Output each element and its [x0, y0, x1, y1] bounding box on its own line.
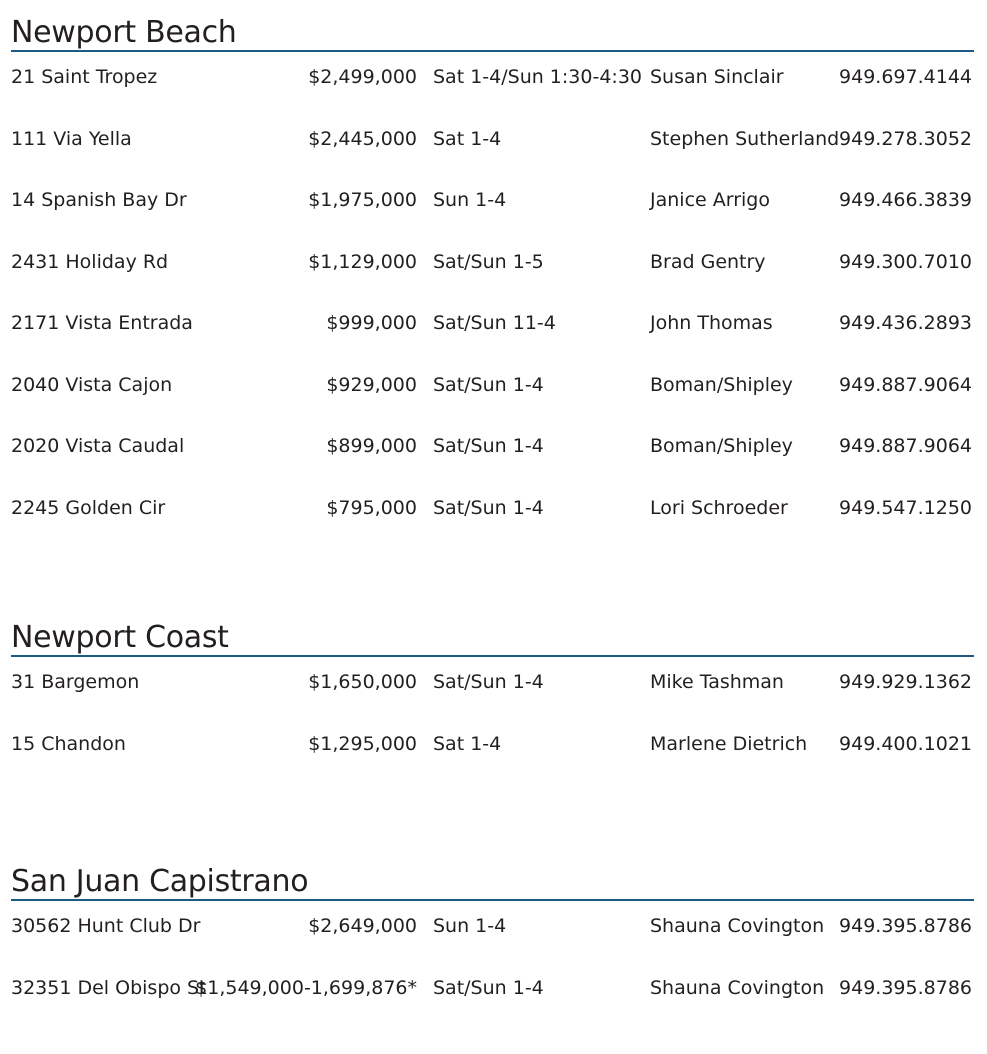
listing-agent: Shauna Covington: [650, 976, 825, 999]
section-newport-beach: [11, 16, 974, 544]
listing-price: $899,000: [326, 435, 417, 457]
listing-address: 2040 Vista Cajon: [11, 373, 173, 396]
listing-agent: Stephen Sutherland: [650, 127, 840, 150]
listing-agent: Shauna Covington: [650, 915, 825, 937]
listing-phone: 949.887.9064: [839, 373, 972, 396]
listing-open-house-hours: Sat/Sun 1-4: [433, 496, 544, 519]
listing-address: 2020 Vista Caudal: [11, 435, 185, 457]
listing-open-house-hours: Sat 1-4/Sun 1:30-4:30: [433, 66, 642, 88]
listing-phone: 949.400.1021: [839, 732, 972, 755]
listing-phone: 949.697.4144: [839, 66, 972, 88]
listing-price: $2,649,000: [308, 915, 417, 937]
listing-open-house-hours: Sat/Sun 1-5: [433, 250, 544, 273]
listing-row: [11, 175, 974, 237]
listing-price: $999,000: [326, 312, 417, 334]
listing-phone: 949.929.1362: [839, 671, 972, 693]
listing-open-house-hours: Sat/Sun 1-4: [433, 671, 544, 693]
listing-price: $1,295,000: [308, 732, 417, 755]
section-title: Newport Coast: [11, 620, 229, 655]
listing-open-house-hours: Sat/Sun 1-4: [433, 976, 544, 999]
listing-row: [11, 298, 974, 360]
listing-agent: Marlene Dietrich: [650, 732, 808, 755]
listing-address: 15 Chandon: [11, 732, 126, 755]
listing-row: [11, 237, 974, 299]
listing-agent: Lori Schroeder: [650, 496, 788, 519]
listing-address: 30562 Hunt Club Dr: [11, 915, 201, 937]
listing-phone: 949.278.3052: [839, 127, 972, 150]
listing-price: $929,000: [326, 373, 417, 396]
listing-phone: 949.395.8786: [839, 976, 972, 999]
listing-agent: Janice Arrigo: [650, 189, 770, 211]
listing-phone: 949.436.2893: [839, 312, 972, 334]
listing-agent: Boman/Shipley: [650, 373, 793, 396]
section-title: Newport Beach: [11, 15, 237, 50]
listing-address: 2245 Golden Cir: [11, 496, 166, 519]
listing-price: $1,129,000: [308, 250, 417, 273]
listing-phone: 949.887.9064: [839, 435, 972, 457]
listing-agent: Susan Sinclair: [650, 66, 784, 88]
listing-open-house-hours: Sat/Sun 1-4: [433, 373, 544, 396]
listing-phone: 949.395.8786: [839, 915, 972, 937]
listing-phone: 949.300.7010: [839, 250, 972, 273]
listing-row: [11, 52, 974, 114]
listing-address: 111 Via Yella: [11, 127, 132, 150]
listing-address: 21 Saint Tropez: [11, 66, 158, 88]
listing-row: [11, 421, 974, 483]
listing-row: [11, 901, 974, 963]
listing-price: $1,975,000: [308, 189, 417, 211]
listing-row: [11, 360, 974, 422]
listing-open-house-hours: Sat 1-4: [433, 127, 502, 150]
listing-open-house-hours: Sat/Sun 1-4: [433, 435, 544, 457]
listing-row: [11, 719, 974, 781]
listing-price: $2,499,000: [308, 66, 417, 88]
listing-agent: John Thomas: [650, 312, 773, 334]
listing-price: $795,000: [326, 496, 417, 519]
listing-phone: 949.466.3839: [839, 189, 972, 211]
listing-address: 2171 Vista Entrada: [11, 312, 193, 334]
section-san-juan-capistrano: [11, 865, 974, 1024]
listing-address: 2431 Holiday Rd: [11, 250, 169, 273]
listing-price: $2,445,000: [308, 127, 417, 150]
listing-open-house-hours: Sun 1-4: [433, 189, 507, 211]
listing-open-house-hours: Sat 1-4: [433, 732, 502, 755]
section-title: San Juan Capistrano: [11, 864, 309, 899]
listing-row: [11, 657, 974, 719]
listing-address: 31 Bargemon: [11, 671, 140, 693]
listing-row: [11, 114, 974, 176]
listing-agent: Boman/Shipley: [650, 435, 793, 457]
section-newport-coast: [11, 621, 974, 780]
listing-phone: 949.547.1250: [839, 496, 972, 519]
listing-price: $1,650,000: [308, 671, 417, 693]
listing-address: 14 Spanish Bay Dr: [11, 189, 187, 211]
listing-open-house-hours: Sat/Sun 11-4: [433, 312, 556, 334]
listing-address: 32351 Del Obispo St: [11, 976, 207, 999]
listing-agent: Mike Tashman: [650, 671, 784, 693]
listing-open-house-hours: Sun 1-4: [433, 915, 507, 937]
listing-row: [11, 963, 974, 1025]
listing-price: $1,549,000-1,699,876*: [195, 976, 417, 999]
listing-row: [11, 483, 974, 545]
listing-agent: Brad Gentry: [650, 250, 766, 273]
